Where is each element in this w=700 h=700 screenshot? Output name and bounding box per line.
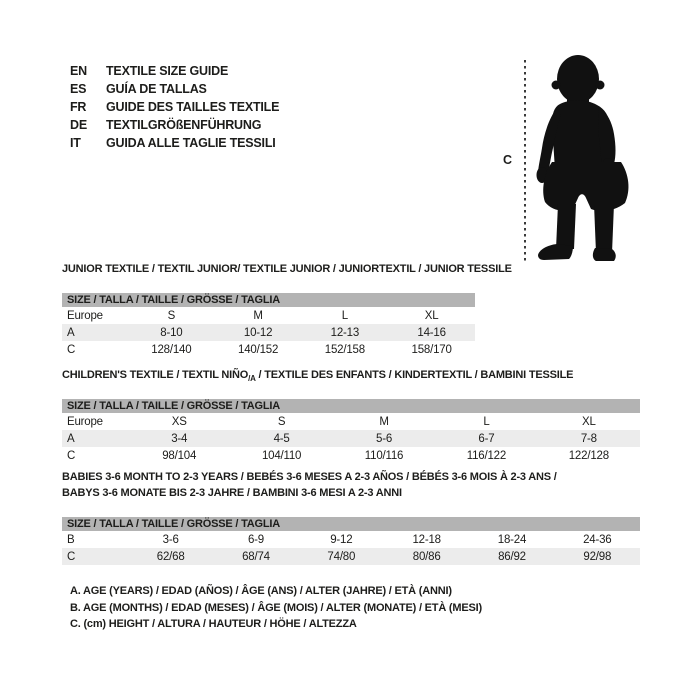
children-title-subscript: /A [248,374,256,384]
table-row [62,531,640,548]
height-cell: 152/158 [324,343,365,356]
table-row [62,447,640,464]
height-cell: 110/116 [364,449,404,462]
age-cell: 6-7 [478,432,495,445]
age-cell: 12-13 [330,326,360,339]
size-cell: M [253,309,263,322]
language-title: GUIDA ALLE TAGLIE TESSILI [106,136,276,150]
size-cell: L [483,415,490,428]
footnote-a: A. AGE (YEARS) / EDAD (AÑOS) / ÂGE (ANS) / ALTER (JAHRE) / ETÀ (ANNI) [70,585,452,597]
table-row [62,430,640,447]
babies-table-header: SIZE / TALLA / TAILLE / GRÖSSE / TAGLIA [62,517,640,531]
age-cell: 18-24 [497,533,527,546]
height-cell: 128/140 [151,343,192,356]
height-cell: 92/98 [583,550,612,563]
babies-section-title-line1: BABIES 3-6 MONTH TO 2-3 YEARS / BEBÉS 3-6 MESES A 2-3 AÑOS / BÉBÉS 3-6 MOIS À 2-3 ANS / [62,471,557,483]
height-cell: 74/80 [327,550,356,563]
footnote-c: C. (cm) HEIGHT / ALTURA / HAUTEUR / HÖHE / ALTEZZA [70,618,357,630]
height-cell: 80/86 [412,550,441,563]
table-row [62,413,640,430]
age-cell: 9-12 [330,533,353,546]
age-cell: 4-5 [273,432,290,445]
language-title: GUIDE DES TAILLES TEXTILE [106,100,280,114]
footnote-b: B. AGE (MONTHS) / EDAD (MESES) / ÂGE (MOIS) / ALTER (MONATE) / ETÀ (MESI) [70,601,482,614]
size-cell: S [277,415,286,428]
height-cell: 140/152 [238,343,279,356]
babies-section-title-line2: BABYS 3-6 MONATE BIS 2-3 JAHRE / BAMBINI 3-6 MESI A 2-3 ANNI [62,487,402,499]
language-legend [70,62,279,152]
age-cell: 8-10 [160,326,183,339]
height-cell: 158/170 [411,343,452,356]
height-cell: 98/104 [162,449,197,462]
age-cell: 6-9 [247,533,264,546]
row-label: Europe [67,415,103,428]
row-label: B [67,533,75,546]
junior-size-table [62,293,475,358]
language-title: TEXTILGRÖßENFÜHRUNG [106,118,262,132]
children-table-header: SIZE / TALLA / TAILLE / GRÖSSE / TAGLIA [62,399,640,413]
language-code: EN [70,64,87,78]
size-cell: XL [581,415,596,428]
table-row [62,307,475,324]
age-cell: 3-4 [171,432,188,445]
language-row-de [70,116,279,134]
language-title: TEXTILE SIZE GUIDE [106,64,229,78]
language-title: GUÍA DE TALLAS [106,82,207,96]
row-label: C [67,550,76,563]
junior-table-header: SIZE / TALLA / TAILLE / GRÖSSE / TAGLIA [62,293,475,307]
size-cell: S [167,309,176,322]
row-label: A [67,326,75,339]
row-label: C [67,343,76,356]
height-cell: 104/110 [261,449,302,462]
age-cell: 24-36 [583,533,612,546]
children-section-title [62,369,573,383]
children-size-table [62,399,640,464]
toddler-silhouette-icon [535,52,645,262]
language-code: FR [70,100,87,114]
table-row [62,548,640,565]
table-row [62,341,475,358]
age-cell: 7-8 [580,432,597,445]
age-cell: 10-12 [243,326,273,339]
language-code: IT [70,136,81,150]
babies-size-table [62,517,640,565]
size-cell: XL [424,309,439,322]
height-measure-dashed-line [524,60,526,262]
table-row [62,324,475,341]
height-measure-label: C [503,153,513,167]
row-label: C [67,449,76,462]
size-cell: XS [171,415,187,428]
language-row-es [70,80,279,98]
language-row-it [70,134,279,152]
age-cell: 12-18 [412,533,441,546]
junior-section-title: JUNIOR TEXTILE / TEXTIL JUNIOR/ TEXTILE JUNIOR / JUNIORTEXTIL / JUNIOR TESSILE [62,263,512,275]
row-label: A [67,432,75,445]
size-cell: L [341,309,348,322]
language-code: DE [70,118,87,132]
language-row-fr [70,98,279,116]
age-cell: 14-16 [417,326,446,339]
size-cell: M [379,415,389,428]
language-row-en [70,62,279,80]
age-cell: 5-6 [376,432,393,445]
children-title-post: / TEXTILE DES ENFANTS / KINDERTEXTIL / BAMBINI TESSILE [255,369,574,381]
height-cell: 86/92 [498,550,526,563]
height-cell: 116/122 [466,449,507,462]
height-cell: 122/128 [568,449,609,462]
footnotes [70,583,482,633]
children-title-pre: CHILDREN'S TEXTILE / TEXTIL NIÑO [62,369,249,381]
language-code: ES [70,82,87,96]
age-cell: 3-6 [162,533,179,546]
height-cell: 62/68 [156,550,185,563]
height-cell: 68/74 [242,550,270,563]
row-label: Europe [67,309,103,322]
